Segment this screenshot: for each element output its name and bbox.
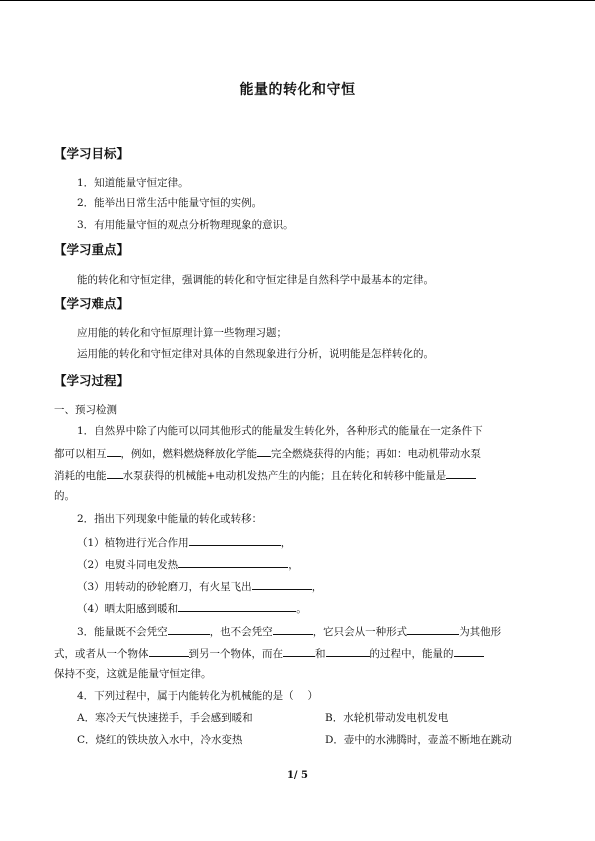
q3-text: 式，或者从一个物体: [54, 648, 149, 660]
q1-line-4: 的。: [54, 490, 75, 502]
blank-field[interactable]: [273, 623, 313, 635]
q2-item-2: [77, 556, 299, 572]
blank-field[interactable]: [283, 645, 315, 657]
q1-text-c: 完全燃烧获得的内能；再如：电动机带动水泵: [271, 448, 481, 460]
q4-option-b[interactable]: B．水轮机带动发电机发电: [325, 712, 449, 724]
blank-field[interactable]: [252, 578, 312, 590]
q2-item-3: [77, 578, 322, 594]
q2-stem: 2．指出下列现象中能量的转化或转移：: [77, 513, 263, 525]
section-heading-goals: 【学习目标】: [54, 146, 130, 161]
q1-text-b: ，例如，燃料燃烧释放化学能: [120, 448, 257, 460]
q4-option-a[interactable]: A．寒冷天气快速搓手，手会感到暖和: [77, 712, 253, 724]
q2-item-4: [77, 600, 307, 616]
blank-field[interactable]: [178, 600, 296, 612]
q3-text: ，也不会凭空: [209, 626, 273, 638]
goal-item-3: 3．有用能量守恒的观点分析物理现象的意识。: [77, 219, 294, 231]
q2-item-suffix: 。: [296, 603, 307, 615]
q2-item-1: [77, 534, 291, 550]
q3-text: 和: [315, 648, 326, 660]
blank-field[interactable]: [149, 645, 189, 657]
q3-text: ，它只会从一种形式: [312, 626, 408, 638]
section-heading-difficulties: 【学习难点】: [54, 296, 130, 311]
difficulty-line-1: 应用能的转化和守恒原理计算一些物理习题；: [77, 327, 287, 339]
page-title: 能量的转化和守恒: [239, 82, 356, 98]
q1-line-1: 1．自然界中除了内能可以同其他形式的能量发生转化外，各种形式的能量在一定条件下: [77, 425, 483, 437]
section-heading-key-points: 【学习重点】: [54, 242, 130, 257]
q1-text-a: 都可以相互: [54, 448, 107, 460]
q4-stem: 4．下列过程中，属于内能转化为机械能的是（ ）: [77, 690, 319, 702]
sub-heading-preview: 一、预习检测: [54, 404, 117, 416]
key-points-text: 能的转化和守恒定律，强调能的转化和守恒定律是自然科学中最基本的定律。: [77, 274, 434, 286]
q3-line-1: [77, 623, 501, 639]
blank-field[interactable]: [168, 623, 210, 635]
q4-option-c[interactable]: C．烧红的铁块放入水中，冷水变热: [77, 734, 243, 746]
q1-line-2: [54, 445, 481, 461]
blank-field[interactable]: [178, 556, 288, 568]
q1-text-e: 水泵获得的机械能+电动机发热产生的内能；且在转化和转移中能量是: [122, 470, 447, 482]
q2-item-suffix: ，: [280, 537, 292, 549]
blank-field[interactable]: [257, 445, 271, 457]
q3-text: 的过程中，能量的: [369, 648, 454, 660]
difficulty-line-2: 运用能的转化和守恒定律对具体的自然现象进行分析，说明能是怎样转化的。: [77, 348, 434, 360]
section-heading-process: 【学习过程】: [54, 373, 130, 388]
q1-line-3: [54, 467, 476, 483]
q3-text: 为其他形: [459, 626, 502, 638]
q3-line-3: 保持不变，这就是能量守恒定律。: [54, 668, 212, 680]
q2-item-suffix: ，: [288, 559, 299, 571]
q4-option-d[interactable]: D．壶中的水沸腾时，壶盖不断地在跳动: [325, 734, 512, 746]
blank-field[interactable]: [189, 534, 281, 546]
blank-field[interactable]: [107, 445, 121, 457]
q2-item-suffix: ，: [311, 581, 323, 593]
page-number: 1/ 5: [286, 770, 309, 781]
q3-text: 3．能量既不会凭空: [77, 626, 168, 638]
q3-line-2: [54, 645, 484, 661]
q3-text: 到另一个物体，而在: [188, 648, 283, 660]
blank-field[interactable]: [107, 467, 123, 479]
blank-field[interactable]: [407, 623, 459, 635]
goal-item-1: 1．知道能量守恒定律。: [77, 177, 189, 189]
top-rule: [0, 0, 595, 1]
blank-field[interactable]: [326, 645, 370, 657]
q2-item-label: （1）植物进行光合作用: [77, 537, 189, 549]
q1-text-d: 消耗的电能: [54, 470, 107, 482]
blank-field[interactable]: [446, 467, 476, 479]
goal-item-2: 2．能举出日常生活中能量守恒的实例。: [77, 197, 263, 209]
q2-item-label: （2）电熨斗同电发热: [77, 559, 179, 571]
q2-item-label: （3）用转动的砂轮磨刀，有火星飞出: [77, 581, 252, 593]
blank-field[interactable]: [454, 645, 484, 657]
q2-item-label: （4）晒太阳感到暖和: [77, 603, 179, 615]
